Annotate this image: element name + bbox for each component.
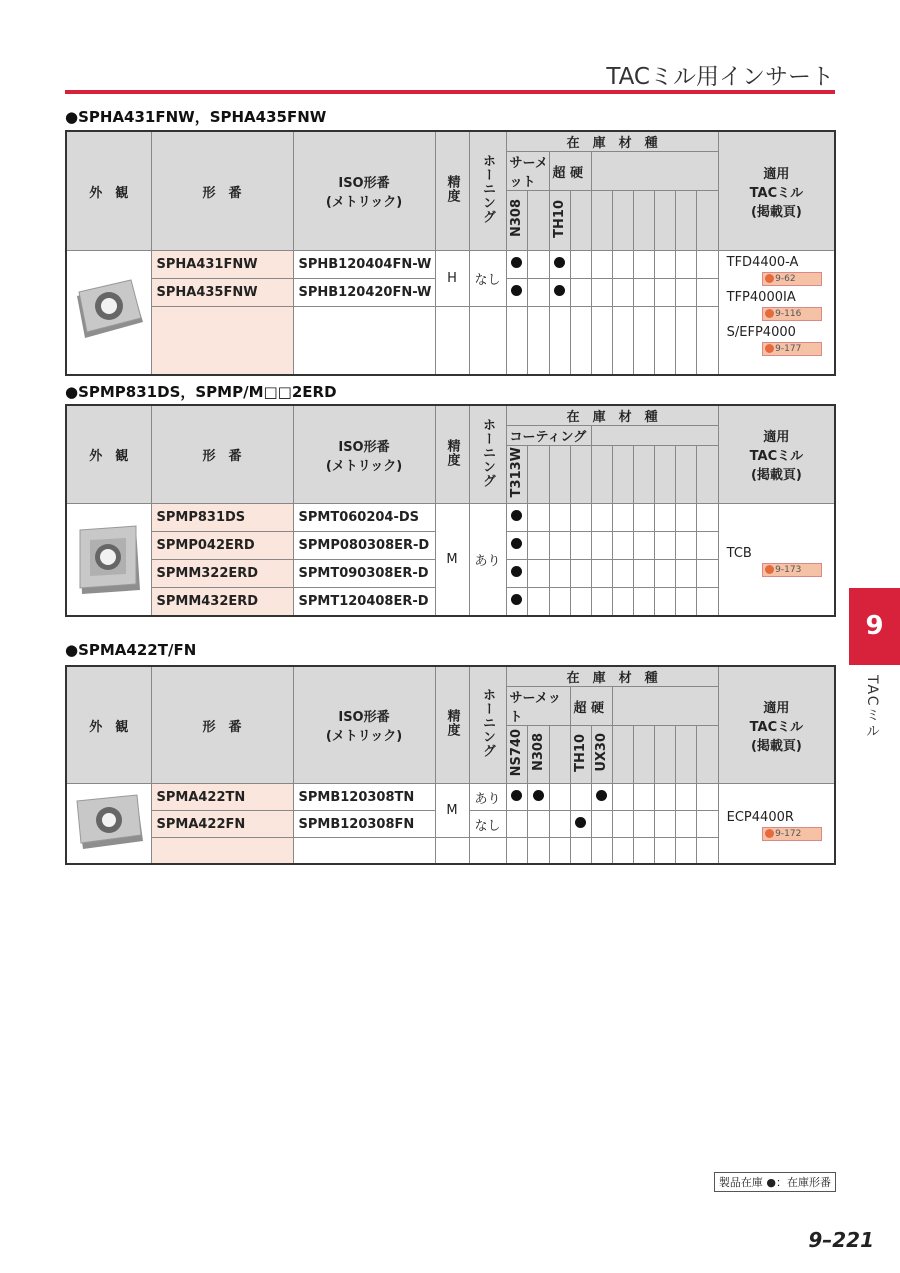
app-name: ECP4400R [726, 809, 794, 825]
part-number: SPHA431FNW [151, 251, 293, 279]
iso-number: SPHB120420FN-W [293, 279, 435, 307]
honing-value: なし [469, 811, 506, 838]
header-iso-line2: (メトリック) [325, 729, 403, 744]
stock-dot [575, 817, 586, 828]
app-name: TFP4000IA [726, 290, 796, 305]
header-precision: 精度 [435, 405, 469, 504]
header-applicable [718, 666, 835, 784]
part-number: SPMM432ERD [151, 588, 293, 616]
part-number: SPMP042ERD [151, 532, 293, 560]
section-title-spm: ●SPMP831DS，SPMP/M□□2ERD [65, 383, 337, 401]
grade-header: TH10 [549, 191, 570, 251]
header-applicable-line3: (掲載頁) [750, 738, 802, 754]
header-appearance: 外 観 [66, 666, 151, 784]
grade-header: TH10 [570, 726, 591, 784]
table-row [66, 784, 835, 811]
header-applicable [718, 405, 835, 504]
header-part-no: 形 番 [151, 666, 293, 784]
header-part-no: 形 番 [151, 405, 293, 504]
header-iso [293, 131, 435, 251]
grade-header: T313W [506, 446, 527, 504]
grade-header: NS740 [506, 726, 527, 784]
table-spm [65, 404, 836, 617]
iso-number: SPMT060204-DS [293, 504, 435, 532]
part-number: SPMA422FN [151, 811, 293, 838]
stock-dot [554, 257, 565, 268]
section-title-sph: ●SPHA431FNW，SPHA435FNW [65, 108, 327, 126]
app-name: TFD4400-A [726, 255, 799, 270]
stock-dot [533, 790, 544, 801]
header-iso-line1: ISO形番 [338, 710, 390, 725]
page-ref-link[interactable]: 9-173 [762, 563, 822, 577]
iso-number: SPMB120308TN [293, 784, 435, 811]
header-applicable [718, 131, 835, 251]
table-row [66, 504, 835, 532]
page-title: TACミル用インサート [606, 64, 834, 90]
header-stock: 在 庫 材 種 [506, 666, 718, 687]
header-applicable-line3: (掲載頁) [750, 204, 802, 220]
header-precision: 精度 [435, 666, 469, 784]
header-iso-line1: ISO形番 [338, 176, 390, 191]
honing-value: あり [469, 784, 506, 811]
stock-dot [511, 257, 522, 268]
part-number: SPMP831DS [151, 504, 293, 532]
header-appearance: 外 観 [66, 405, 151, 504]
iso-number: SPMB120308FN [293, 811, 435, 838]
header-honing: ホーニング [469, 666, 506, 784]
page-ref-link[interactable]: 9-62 [762, 272, 822, 286]
header-iso [293, 405, 435, 504]
precision-value: H [435, 251, 469, 307]
iso-number: SPHB120404FN-W [293, 251, 435, 279]
title-divider [65, 90, 835, 94]
header-stock: 在 庫 材 種 [506, 405, 718, 426]
part-number: SPMA422TN [151, 784, 293, 811]
header-part-no: 形 番 [151, 131, 293, 251]
chapter-label: TACミル [864, 675, 880, 740]
header-honing: ホーニング [469, 405, 506, 504]
honing-value: なし [469, 251, 506, 307]
stock-dot [511, 285, 522, 296]
header-iso-line2: (メトリック) [325, 458, 403, 474]
grade-header: UX30 [591, 726, 612, 784]
header-applicable-line1: 適用 [763, 700, 790, 716]
iso-number: SPMP080308ER-D [293, 532, 435, 560]
header-iso [293, 666, 435, 784]
group-cermet: サーメット [506, 152, 549, 191]
header-applicable-line1: 適用 [763, 430, 790, 445]
header-applicable-line1: 適用 [763, 166, 790, 182]
header-stock: 在 庫 材 種 [506, 131, 718, 152]
stock-dot [596, 790, 607, 801]
app-name: S/EFP4000 [726, 325, 796, 340]
group-coating: コーティング [506, 426, 591, 446]
applicable-cell [718, 784, 835, 864]
stock-dot [511, 594, 522, 605]
stock-dot [511, 790, 522, 801]
iso-number: SPMT120408ER-D [293, 588, 435, 616]
header-iso-line2: (メトリック) [325, 195, 403, 210]
header-applicable-line2: TACミル [749, 185, 804, 201]
header-appearance: 外 観 [66, 131, 151, 251]
header-applicable-line3: (掲載頁) [750, 468, 802, 483]
stock-dot [511, 566, 522, 577]
chapter-tab[interactable]: 9 [849, 588, 900, 665]
grade-header: N308 [506, 191, 527, 251]
applicable-cell [718, 251, 835, 375]
stock-legend: 製品在庫 ●：在庫形番 [714, 1172, 836, 1192]
part-number: SPMM322ERD [151, 560, 293, 588]
stock-dot [554, 285, 565, 296]
header-applicable-line2: TACミル [749, 449, 804, 464]
table-spma [65, 665, 836, 865]
table-row [66, 251, 835, 279]
applicable-cell [718, 504, 835, 616]
header-precision: 精度 [435, 131, 469, 251]
precision-value: M [435, 784, 469, 838]
page-ref-link[interactable]: 9-177 [762, 342, 822, 356]
header-iso-line1: ISO形番 [338, 439, 390, 455]
header-honing: ホーニング [469, 131, 506, 251]
stock-dot [511, 538, 522, 549]
table-sph [65, 130, 836, 376]
stock-dot [511, 510, 522, 521]
app-name: TCB [726, 545, 752, 561]
page-ref-link[interactable]: 9-116 [762, 307, 822, 321]
insert-photo [66, 784, 151, 864]
insert-photo [66, 251, 151, 375]
group-cermet: サーメット [506, 687, 570, 726]
page-number: 9–221 [808, 1228, 874, 1252]
section-title-spma: ●SPMA422T/FN [65, 641, 197, 659]
insert-photo [66, 504, 151, 616]
grade-header: N308 [527, 726, 549, 784]
group-carbide: 超 硬 [570, 687, 612, 726]
group-carbide: 超 硬 [549, 152, 591, 191]
precision-value: M [435, 504, 469, 616]
header-applicable-line2: TACミル [749, 719, 804, 735]
honing-value: あり [469, 504, 506, 616]
page-ref-link[interactable]: 9-172 [762, 827, 822, 841]
part-number: SPHA435FNW [151, 279, 293, 307]
iso-number: SPMT090308ER-D [293, 560, 435, 588]
